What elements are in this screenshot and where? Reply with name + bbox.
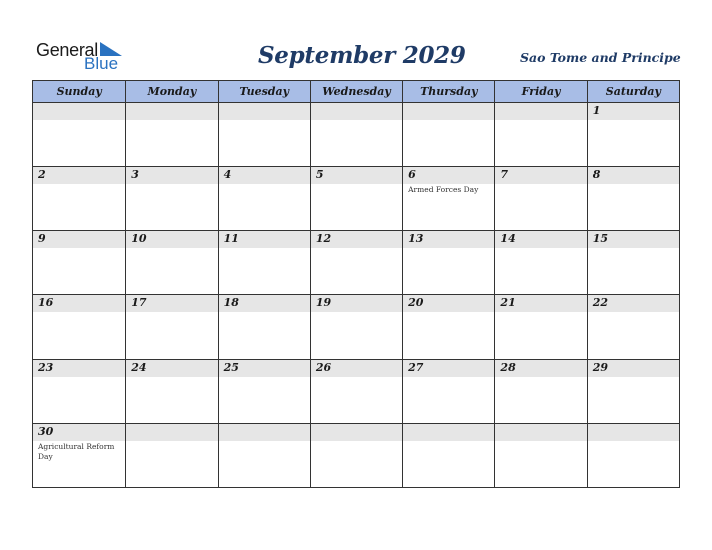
day-cell	[494, 167, 586, 230]
day-event	[588, 377, 679, 378]
weekday-monday: Monday	[125, 81, 217, 102]
day-band	[33, 103, 125, 120]
day-band	[311, 167, 402, 184]
day-cell	[125, 424, 217, 488]
day-cell	[402, 231, 494, 294]
day-cell	[218, 295, 310, 358]
day-event	[126, 441, 217, 442]
day-band	[311, 295, 402, 312]
day-band	[33, 424, 125, 441]
day-cell	[402, 103, 494, 166]
day-band	[403, 167, 494, 184]
day-cell	[125, 103, 217, 166]
day-number: 11	[223, 232, 239, 246]
day-band	[495, 360, 586, 377]
day-number: 21	[500, 296, 516, 310]
day-cell	[310, 360, 402, 423]
weekday-wednesday: Wednesday	[310, 81, 402, 102]
week-row	[33, 360, 679, 424]
day-number: 25	[223, 360, 239, 374]
day-number: 2	[38, 168, 46, 182]
logo-blue-text: Blue	[84, 54, 119, 73]
day-cell	[125, 360, 217, 423]
day-number: 10	[131, 232, 147, 246]
day-cell	[33, 295, 125, 358]
day-number: 3	[131, 168, 139, 182]
day-band	[219, 167, 310, 184]
day-event	[33, 377, 125, 378]
day-band	[495, 295, 586, 312]
day-cell	[402, 167, 494, 230]
weeks-container	[33, 103, 679, 488]
week-row	[33, 295, 679, 359]
day-event	[311, 441, 402, 442]
weekday-tuesday: Tuesday	[218, 81, 310, 102]
day-number: 28	[500, 360, 516, 374]
day-band	[126, 103, 217, 120]
day-event	[403, 441, 494, 442]
day-band	[219, 295, 310, 312]
day-event	[495, 441, 586, 442]
weekday-header-row	[33, 81, 679, 103]
day-band	[588, 360, 679, 377]
day-band	[588, 103, 679, 120]
day-number: 1	[592, 104, 601, 117]
day-event	[126, 248, 217, 249]
day-number: 7	[500, 168, 509, 182]
day-event	[33, 120, 125, 121]
day-number: 19	[315, 296, 332, 310]
day-cell	[310, 231, 402, 294]
day-event	[311, 312, 402, 313]
day-event	[495, 377, 586, 378]
day-number: 9	[38, 232, 46, 246]
day-cell	[125, 231, 217, 294]
day-event	[219, 441, 310, 442]
day-event	[126, 377, 217, 378]
day-cell	[218, 231, 310, 294]
day-number: 12	[315, 232, 332, 246]
day-band	[33, 167, 125, 184]
day-cell	[33, 103, 125, 166]
day-event	[311, 184, 402, 185]
day-cell	[310, 295, 402, 358]
day-event	[588, 441, 679, 442]
day-event	[311, 248, 402, 249]
day-number: 16	[38, 296, 54, 310]
day-number: 6	[408, 168, 416, 182]
page-title: September 2029	[258, 42, 466, 69]
day-cell	[218, 424, 310, 488]
day-cell	[587, 360, 679, 423]
day-cell	[494, 360, 586, 423]
day-cell	[218, 167, 310, 230]
day-band	[588, 167, 679, 184]
day-band	[311, 360, 402, 377]
day-cell	[587, 167, 679, 230]
logo-general-text: General	[36, 40, 98, 60]
day-number: 24	[131, 360, 147, 374]
day-number: 26	[315, 360, 332, 374]
day-event	[495, 184, 586, 185]
day-band	[33, 295, 125, 312]
day-number: 17	[131, 296, 147, 310]
day-cell	[125, 167, 217, 230]
day-cell	[33, 360, 125, 423]
day-event	[588, 248, 679, 249]
day-number: 23	[38, 360, 54, 374]
weekday-saturday: Saturday	[587, 81, 679, 102]
day-event	[403, 377, 494, 378]
day-event: Armed Forces Day	[408, 185, 479, 195]
day-band	[126, 231, 217, 248]
day-cell	[218, 360, 310, 423]
day-number: 27	[408, 360, 424, 374]
day-band	[126, 167, 217, 184]
day-band	[126, 360, 217, 377]
day-cell	[494, 103, 586, 166]
day-band	[403, 360, 494, 377]
day-band	[311, 103, 402, 120]
day-cell	[402, 424, 494, 488]
week-row	[33, 424, 679, 488]
day-band	[588, 295, 679, 312]
day-band	[403, 295, 494, 312]
day-event	[311, 377, 402, 378]
day-cell	[587, 424, 679, 488]
weekday-friday: Friday	[494, 81, 586, 102]
day-band	[126, 295, 217, 312]
day-number: 30	[38, 424, 54, 438]
day-cell	[494, 231, 586, 294]
day-band	[311, 231, 402, 248]
day-event	[219, 120, 310, 121]
day-number: 15	[592, 232, 609, 246]
day-event	[403, 248, 494, 249]
day-cell	[33, 424, 125, 488]
weekday-sunday: Sunday	[56, 85, 102, 98]
day-band	[219, 360, 310, 377]
day-event	[126, 120, 217, 121]
day-event	[219, 377, 310, 378]
day-event	[311, 120, 402, 121]
logo	[36, 40, 136, 74]
day-number: 29	[592, 360, 609, 374]
day-band	[311, 424, 402, 441]
day-band	[403, 103, 494, 120]
day-event	[33, 248, 125, 249]
day-band	[33, 231, 125, 248]
day-cell	[125, 295, 217, 358]
day-band	[403, 231, 494, 248]
day-number: 8	[592, 168, 601, 182]
day-event	[219, 312, 310, 313]
day-event	[126, 312, 217, 313]
day-band	[219, 424, 310, 441]
week-row	[33, 167, 679, 231]
day-event	[495, 248, 586, 249]
day-event	[588, 184, 679, 185]
day-cell	[310, 167, 402, 230]
day-number: 13	[408, 232, 424, 246]
week-row	[33, 231, 679, 295]
day-band	[588, 424, 679, 441]
country-name: Sao Tome and Principe	[520, 50, 681, 65]
day-cell	[402, 295, 494, 358]
day-band	[495, 167, 586, 184]
day-cell	[494, 424, 586, 488]
day-number: 4	[223, 168, 232, 182]
day-event	[495, 120, 586, 121]
day-cell	[587, 231, 679, 294]
day-number: 18	[223, 296, 239, 310]
day-cell	[310, 103, 402, 166]
day-number: 20	[408, 296, 424, 310]
day-cell	[494, 295, 586, 358]
week-row	[33, 103, 679, 167]
day-event	[126, 184, 217, 185]
day-cell	[33, 167, 125, 230]
day-event: Agricultural Reform Day	[38, 441, 115, 461]
day-event	[33, 184, 125, 185]
calendar-grid	[32, 80, 680, 488]
day-cell	[402, 360, 494, 423]
day-cell	[587, 103, 679, 166]
day-event	[495, 312, 586, 313]
day-event	[588, 120, 679, 121]
day-band	[219, 231, 310, 248]
day-number: 14	[500, 232, 516, 246]
day-band	[219, 103, 310, 120]
day-event	[219, 248, 310, 249]
weekday-thursday: Thursday	[402, 81, 494, 102]
day-number: 5	[315, 168, 324, 182]
day-band	[33, 360, 125, 377]
day-band	[495, 424, 586, 441]
day-event	[588, 312, 679, 313]
day-number: 22	[592, 296, 609, 310]
day-cell	[33, 231, 125, 294]
day-band	[588, 231, 679, 248]
day-cell	[310, 424, 402, 488]
day-event	[219, 184, 310, 185]
day-cell	[218, 103, 310, 166]
day-event	[403, 120, 494, 121]
day-event	[403, 312, 494, 313]
day-band	[495, 231, 586, 248]
day-band	[495, 103, 586, 120]
day-band	[126, 424, 217, 441]
day-event	[33, 312, 125, 313]
day-band	[403, 424, 494, 441]
day-cell	[587, 295, 679, 358]
